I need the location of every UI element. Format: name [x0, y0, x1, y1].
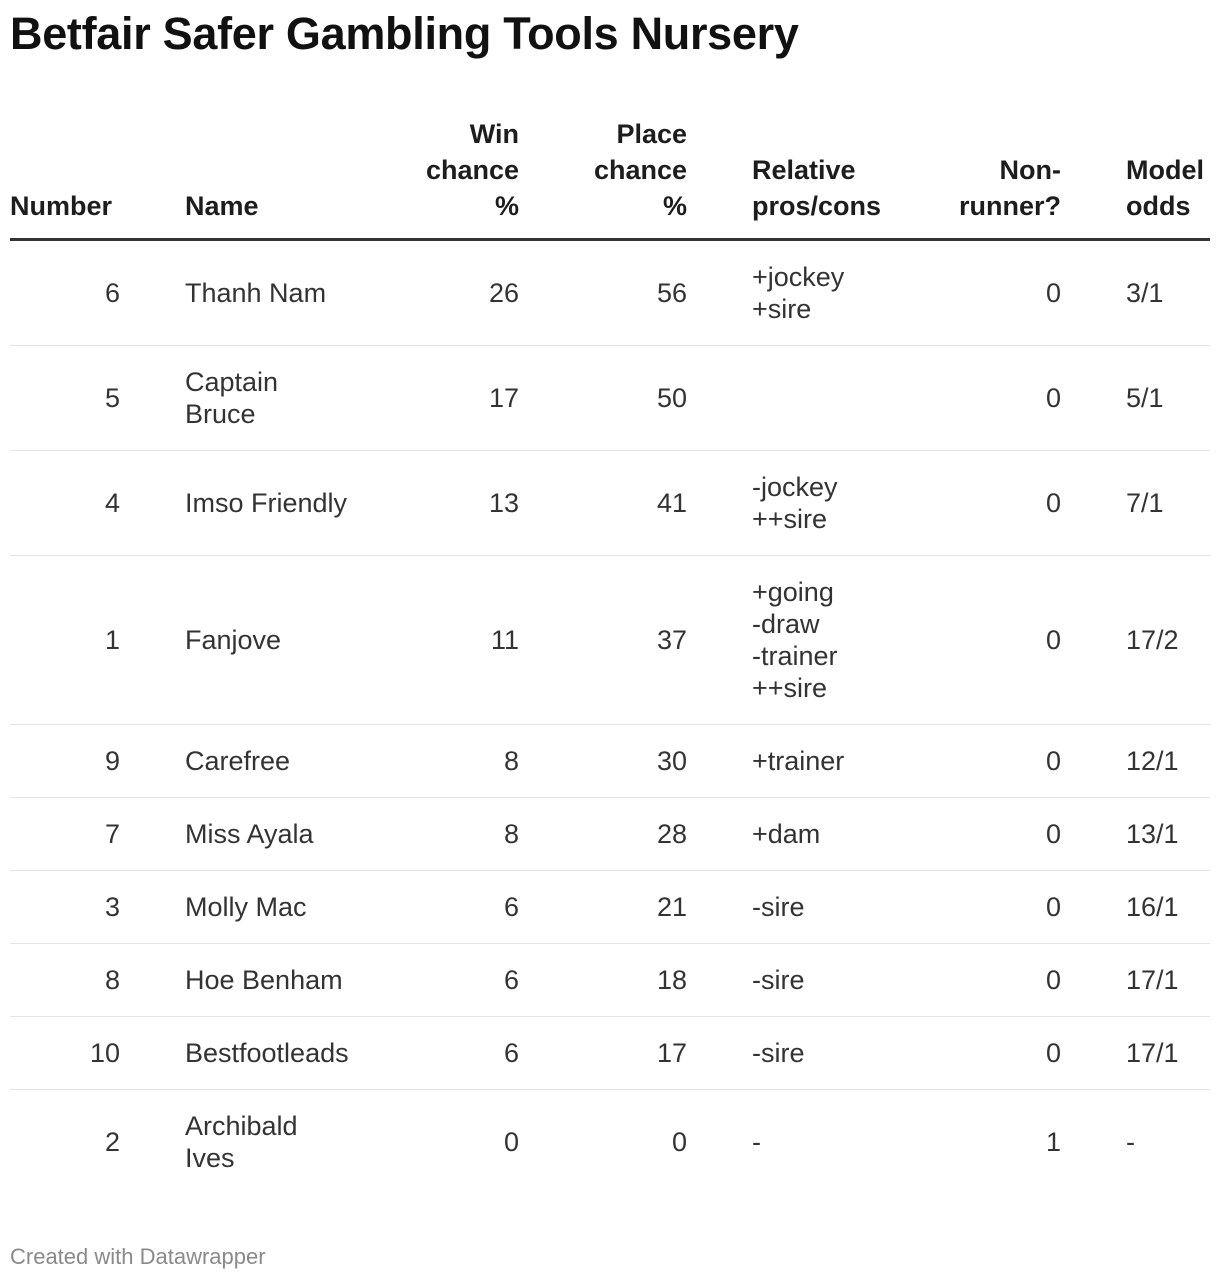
- cell-win-chance-text: 6: [503, 965, 519, 995]
- cell-model-odds-text: 7/1: [1126, 488, 1164, 518]
- cell-number: [10, 1090, 170, 1195]
- cell-place-chance-text: 30: [656, 746, 687, 776]
- cell-number-text: 2: [104, 1127, 120, 1157]
- cell-number: [10, 725, 170, 798]
- cell-model-odds-text: 17/1: [1126, 1038, 1179, 1068]
- cell-win-chance: [375, 451, 547, 556]
- column-header-name[interactable]: Name: [170, 112, 375, 240]
- cell-place-chance-text: 28: [656, 819, 687, 849]
- cell-win-chance: [375, 240, 547, 346]
- cell-name-text: Captain Bruce: [185, 367, 279, 429]
- cell-non-runner-text: 0: [1045, 278, 1061, 308]
- cell-model-odds-text: 13/1: [1126, 819, 1179, 849]
- cell-name-text: Molly Mac: [185, 892, 307, 922]
- cell-model-odds-text: -: [1126, 1127, 1135, 1157]
- cell-model-odds: [1084, 1090, 1210, 1195]
- cell-model-odds-text: 5/1: [1126, 383, 1164, 413]
- cell-win-chance-text: 17: [488, 383, 519, 413]
- cell-name-text: Thanh Nam: [185, 278, 327, 308]
- cell-place-chance: [547, 1090, 712, 1195]
- cell-non-runner: [911, 240, 1084, 346]
- cell-relative-pros-cons-text: -sire: [752, 1038, 805, 1068]
- cell-win-chance: [375, 346, 547, 451]
- runners-table: [10, 112, 1210, 1194]
- table-row: [10, 556, 1210, 725]
- cell-relative-pros-cons: [712, 798, 911, 871]
- cell-non-runner: [911, 871, 1084, 944]
- cell-name: [170, 451, 375, 556]
- cell-win-chance-text: 13: [488, 488, 519, 518]
- cell-win-chance-text: 6: [503, 1038, 519, 1068]
- header-row: [10, 112, 1210, 240]
- cell-name-text: Imso Friendly: [185, 488, 348, 518]
- cell-non-runner-text: 0: [1045, 488, 1061, 518]
- chart-title: Betfair Safer Gambling Tools Nursery: [10, 8, 799, 59]
- cell-name: [170, 1017, 375, 1090]
- cell-win-chance-text: 6: [503, 892, 519, 922]
- cell-number-text: 5: [104, 383, 120, 413]
- cell-non-runner: [911, 1090, 1084, 1195]
- cell-relative-pros-cons: [712, 1090, 911, 1195]
- cell-relative-pros-cons-text: +dam: [752, 819, 821, 849]
- cell-relative-pros-cons-text: +going -draw -trainer ++sire: [752, 577, 838, 703]
- cell-model-odds-text: 3/1: [1126, 278, 1164, 308]
- column-header-model-odds[interactable]: Model odds: [1084, 112, 1210, 240]
- cell-name-text: Hoe Benham: [185, 965, 343, 995]
- cell-name: [170, 556, 375, 725]
- cell-place-chance: [547, 798, 712, 871]
- cell-relative-pros-cons: [712, 346, 911, 451]
- cell-place-chance-text: 41: [656, 488, 687, 518]
- cell-name: [170, 346, 375, 451]
- cell-name-text: Bestfootleads: [185, 1038, 349, 1068]
- cell-non-runner: [911, 798, 1084, 871]
- cell-win-chance: [375, 556, 547, 725]
- cell-place-chance: [547, 346, 712, 451]
- cell-number-text: 10: [89, 1038, 120, 1068]
- cell-win-chance: [375, 1090, 547, 1195]
- cell-number-text: 1: [104, 625, 120, 655]
- table-row: [10, 944, 1210, 1017]
- column-header-relative-pros-cons[interactable]: Relative pros/cons: [712, 112, 911, 240]
- cell-place-chance: [547, 725, 712, 798]
- cell-name: [170, 725, 375, 798]
- cell-relative-pros-cons-text: -sire: [752, 965, 805, 995]
- cell-relative-pros-cons: [712, 725, 911, 798]
- cell-non-runner-text: 0: [1045, 892, 1061, 922]
- cell-relative-pros-cons: [712, 556, 911, 725]
- cell-win-chance: [375, 871, 547, 944]
- cell-name-text: Carefree: [185, 746, 291, 776]
- table-row: [10, 1017, 1210, 1090]
- cell-relative-pros-cons-text: -sire: [752, 892, 805, 922]
- cell-win-chance-text: 0: [503, 1127, 519, 1157]
- cell-model-odds: [1084, 725, 1210, 798]
- cell-number-text: 6: [104, 278, 120, 308]
- cell-non-runner-text: 0: [1045, 1038, 1061, 1068]
- cell-relative-pros-cons: [712, 871, 911, 944]
- cell-model-odds: [1084, 871, 1210, 944]
- table-row: [10, 240, 1210, 346]
- cell-win-chance-text: 26: [488, 278, 519, 308]
- cell-model-odds: [1084, 240, 1210, 346]
- cell-relative-pros-cons-text: -jockey ++sire: [752, 472, 838, 534]
- cell-non-runner-text: 0: [1045, 819, 1061, 849]
- cell-place-chance-text: 21: [656, 892, 687, 922]
- cell-relative-pros-cons: [712, 944, 911, 1017]
- cell-model-odds-text: 12/1: [1126, 746, 1179, 776]
- cell-number: [10, 451, 170, 556]
- cell-place-chance: [547, 871, 712, 944]
- table-row: [10, 725, 1210, 798]
- cell-model-odds: [1084, 346, 1210, 451]
- cell-number: [10, 556, 170, 725]
- cell-number-text: 8: [104, 965, 120, 995]
- cell-relative-pros-cons-text: +jockey +sire: [752, 262, 845, 324]
- cell-number: [10, 871, 170, 944]
- table-row: [10, 451, 1210, 556]
- cell-place-chance: [547, 1017, 712, 1090]
- cell-name: [170, 944, 375, 1017]
- cell-place-chance-text: 0: [671, 1127, 687, 1157]
- cell-win-chance-text: 8: [503, 746, 519, 776]
- table-body: [10, 240, 1210, 1195]
- table-row: [10, 871, 1210, 944]
- cell-win-chance-text: 11: [490, 625, 519, 655]
- cell-relative-pros-cons: [712, 451, 911, 556]
- cell-win-chance: [375, 944, 547, 1017]
- cell-number-text: 4: [104, 488, 120, 518]
- cell-name: [170, 798, 375, 871]
- cell-relative-pros-cons: [712, 1017, 911, 1090]
- cell-name: [170, 240, 375, 346]
- cell-model-odds-text: 17/2: [1126, 625, 1179, 655]
- table-row: [10, 798, 1210, 871]
- cell-win-chance: [375, 798, 547, 871]
- cell-place-chance: [547, 944, 712, 1017]
- cell-non-runner: [911, 556, 1084, 725]
- cell-place-chance-text: 56: [656, 278, 687, 308]
- cell-number: [10, 944, 170, 1017]
- cell-model-odds: [1084, 556, 1210, 725]
- column-header-win-chance[interactable]: Win chance %: [375, 112, 547, 240]
- cell-place-chance: [547, 240, 712, 346]
- cell-model-odds-text: 16/1: [1126, 892, 1179, 922]
- cell-number-text: 3: [104, 892, 120, 922]
- column-header-number[interactable]: Number: [10, 112, 170, 240]
- cell-non-runner-text: 1: [1045, 1127, 1061, 1157]
- cell-place-chance-text: 18: [656, 965, 687, 995]
- column-header-place-chance[interactable]: Place chance %: [547, 112, 712, 240]
- cell-number: [10, 240, 170, 346]
- cell-name-text: Fanjove: [185, 625, 282, 655]
- table-row: [10, 346, 1210, 451]
- cell-non-runner: [911, 1017, 1084, 1090]
- cell-name-text: Archibald Ives: [185, 1111, 298, 1173]
- cell-number-text: 9: [104, 746, 120, 776]
- table-row: [10, 1090, 1210, 1195]
- footer-credit: Created with Datawrapper: [10, 1244, 266, 1269]
- cell-non-runner-text: 0: [1045, 746, 1061, 776]
- cell-name: [170, 871, 375, 944]
- cell-number: [10, 1017, 170, 1090]
- cell-model-odds: [1084, 944, 1210, 1017]
- cell-non-runner: [911, 346, 1084, 451]
- cell-place-chance-text: 37: [656, 625, 687, 655]
- cell-name: [170, 1090, 375, 1195]
- cell-non-runner: [911, 725, 1084, 798]
- cell-non-runner-text: 0: [1045, 625, 1061, 655]
- cell-relative-pros-cons-text: +trainer: [752, 746, 845, 776]
- cell-non-runner-text: 0: [1045, 965, 1061, 995]
- cell-place-chance: [547, 556, 712, 725]
- cell-place-chance: [547, 451, 712, 556]
- cell-model-odds: [1084, 451, 1210, 556]
- cell-place-chance-text: 17: [656, 1038, 687, 1068]
- cell-win-chance-text: 8: [503, 819, 519, 849]
- cell-non-runner-text: 0: [1045, 383, 1061, 413]
- column-header-non-runner[interactable]: Non- runner?: [911, 112, 1084, 240]
- cell-model-odds: [1084, 798, 1210, 871]
- cell-model-odds-text: 17/1: [1126, 965, 1179, 995]
- cell-number: [10, 798, 170, 871]
- cell-win-chance: [375, 725, 547, 798]
- cell-relative-pros-cons: [712, 240, 911, 346]
- cell-win-chance: [375, 1017, 547, 1090]
- cell-place-chance-text: 50: [656, 383, 687, 413]
- cell-number-text: 7: [104, 819, 120, 849]
- cell-number: [10, 346, 170, 451]
- cell-non-runner: [911, 451, 1084, 556]
- cell-model-odds: [1084, 1017, 1210, 1090]
- cell-relative-pros-cons-text: -: [752, 1127, 761, 1157]
- cell-non-runner: [911, 944, 1084, 1017]
- cell-name-text: Miss Ayala: [185, 819, 314, 849]
